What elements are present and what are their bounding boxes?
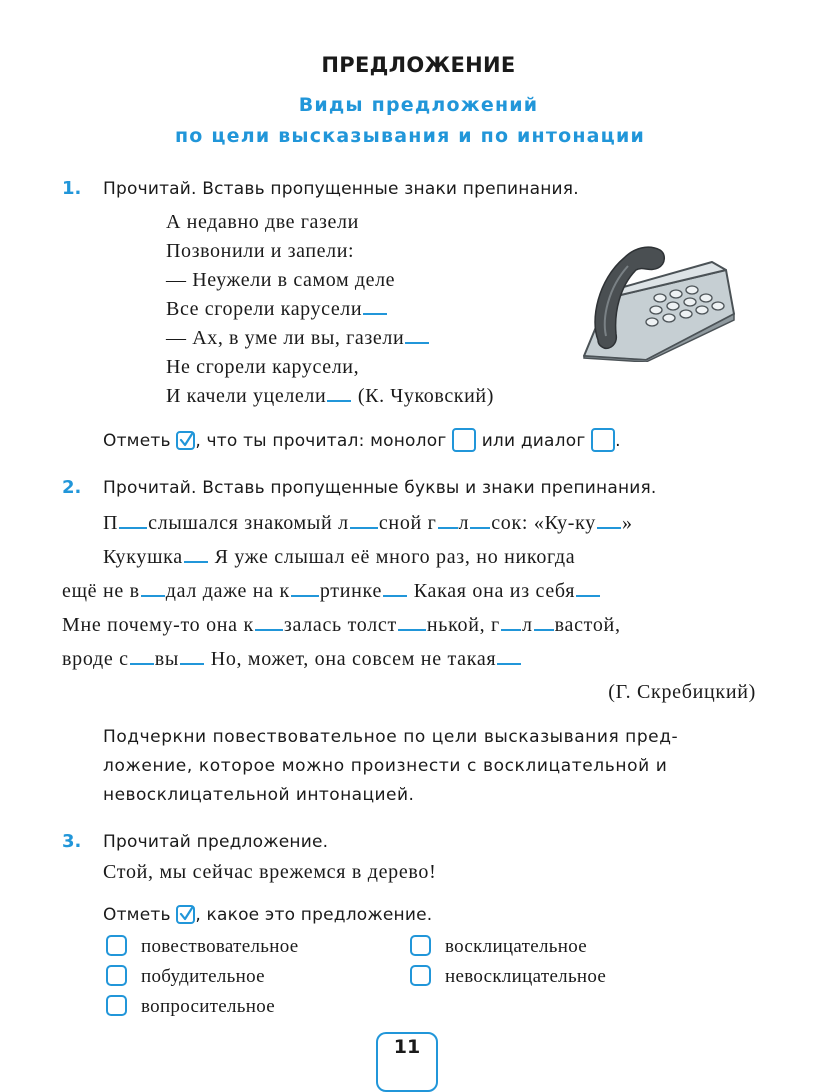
punctuation-blank[interactable]: [497, 647, 521, 665]
exercise-2-text-line: П слышался знакомый л сной г л сок: «Ку-ку »: [103, 512, 633, 534]
exercise-2-number: 2.: [62, 477, 82, 498]
poem-line: — Ах, в уме ли вы, газели: [166, 324, 494, 353]
section-subtitle-line2: по цели высказывания и по интонации: [174, 125, 645, 147]
exercise-2-instruction: Прочитай. Вставь пропущенные буквы и знаки препинания.: [103, 478, 657, 498]
letter-blank[interactable]: [141, 579, 165, 597]
option-label: побудительное: [141, 966, 265, 987]
exercise-2-text-line: вроде с вы Но, может, она совсем не такая: [62, 647, 522, 671]
punctuation-blank[interactable]: [405, 326, 429, 344]
letter-blank[interactable]: [119, 511, 147, 529]
exercise-2-task-line: ложение, которое можно произнести с восклицательной и: [103, 756, 668, 776]
dialog-checkbox[interactable]: [591, 428, 615, 452]
option-checkbox[interactable]: [410, 935, 431, 956]
letter-blank[interactable]: [501, 613, 521, 631]
exercise-3-mark-line: Отметь , какое это предложение.: [103, 905, 433, 925]
exercise-2-text-line: Мне почему-то она к залась толст нькой, г л вастой,: [62, 614, 621, 636]
punctuation-blank[interactable]: [597, 511, 621, 529]
poem-author: (К. Чуковский): [357, 385, 494, 407]
option-checkbox[interactable]: [106, 935, 127, 956]
exercise-2-task-line: невосклицательной интонацией.: [103, 785, 415, 805]
option-checkbox[interactable]: [410, 965, 431, 986]
poem-line: Не сгорели карусели,: [166, 356, 360, 378]
section-subtitle-line1: Виды предложений: [298, 94, 539, 116]
punctuation-blank[interactable]: [327, 384, 351, 402]
poem-line: — Неужели в самом деле: [166, 269, 396, 291]
poem-line: Все сгорели карусели: [166, 295, 494, 324]
option-label: невосклицательное: [445, 966, 607, 987]
option-checkbox[interactable]: [106, 995, 127, 1016]
letter-blank[interactable]: [398, 613, 426, 631]
punctuation-blank[interactable]: [383, 579, 407, 597]
option-label: вопросительное: [141, 996, 275, 1017]
option-label: повествовательное: [141, 936, 299, 957]
poem-line: Позвонили и запели:: [166, 240, 355, 262]
telephone-illustration: [580, 240, 738, 362]
exercise-3-instruction: Прочитай предложение.: [103, 832, 329, 852]
exercise-2-task-line: Подчеркни повествовательное по цели высказывания пред-: [103, 727, 679, 747]
exercise-1-number: 1.: [62, 178, 82, 199]
letter-blank[interactable]: [130, 647, 154, 665]
punctuation-blank[interactable]: [363, 297, 387, 315]
exercise-1-mark-line: Отметь , что ты прочитал: монолог или диалог .: [103, 428, 621, 452]
checkmark-icon: [176, 431, 195, 450]
exercise-2-text-line: Кукушка Я уже слышал её много раз, но никогда: [103, 546, 576, 568]
checkmark-icon: [176, 905, 195, 924]
punctuation-blank[interactable]: [576, 579, 600, 597]
punctuation-blank[interactable]: [184, 545, 208, 563]
page-number: 11: [393, 1036, 421, 1058]
letter-blank[interactable]: [534, 613, 554, 631]
poem-line: А недавно две газели: [166, 211, 359, 233]
poem: [166, 208, 494, 411]
option-label: восклицательное: [445, 936, 587, 957]
letter-blank[interactable]: [255, 613, 283, 631]
letter-blank[interactable]: [350, 511, 378, 529]
exercise-3-sentence: Стой, мы сейчас врежемся в дерево!: [103, 861, 437, 883]
monolog-checkbox[interactable]: [452, 428, 476, 452]
exercise-1-instruction: Прочитай. Вставь пропущенные знаки препинания.: [103, 179, 579, 199]
exercise-3-number: 3.: [62, 831, 82, 852]
letter-blank[interactable]: [470, 511, 490, 529]
exercise-2-author: (Г. Скребицкий): [608, 681, 756, 703]
letter-blank[interactable]: [291, 579, 319, 597]
page-title: ПРЕДЛОЖЕНИЕ: [321, 53, 516, 77]
exercise-2-text-line: ещё не в дал даже на к ртинке Какая она из себя: [62, 579, 601, 603]
punctuation-blank[interactable]: [180, 647, 204, 665]
letter-blank[interactable]: [438, 511, 458, 529]
option-checkbox[interactable]: [106, 965, 127, 986]
poem-line: И качели уцелели (К. Чуковский): [166, 385, 494, 407]
